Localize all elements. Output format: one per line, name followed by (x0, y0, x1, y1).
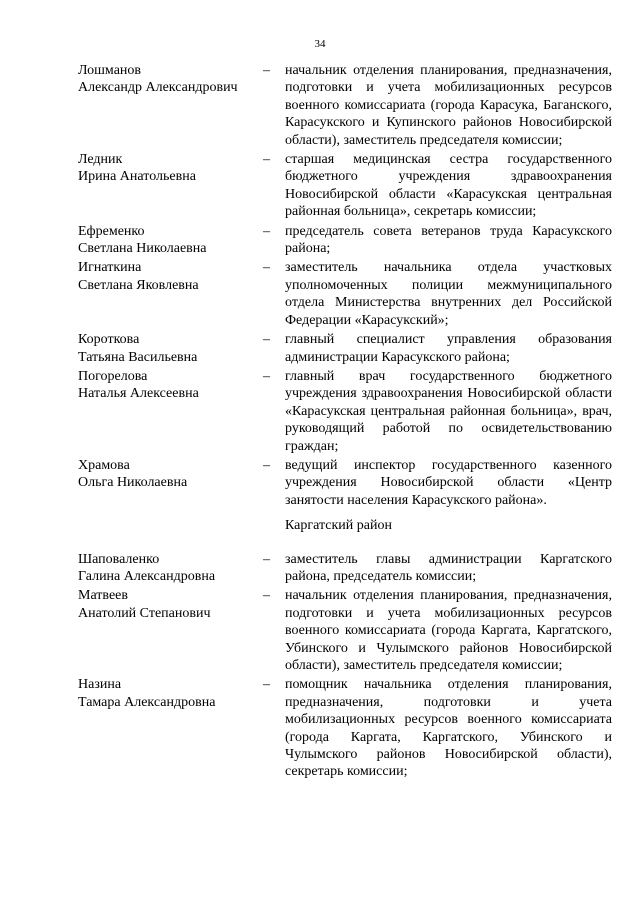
member-surname: Ефременко (78, 223, 145, 239)
member-name (78, 259, 263, 294)
dash-separator: – (263, 368, 270, 384)
member-name (78, 223, 263, 258)
section-heading: Каргатский район (285, 518, 392, 534)
dash-separator: – (263, 551, 270, 567)
dash-separator: – (263, 260, 270, 276)
member-name (78, 331, 263, 366)
member-surname: Храмова (78, 457, 130, 473)
member-entry (78, 368, 612, 455)
member-role: заместитель начальника отдела участковых уполномоченных полиции межмуниципального отдела Министерства внутренних дел Российской Федерации «Карасукский»; (285, 260, 612, 328)
member-surname: Матвеев (78, 588, 128, 604)
member-entry (78, 457, 612, 509)
member-surname: Короткова (78, 332, 140, 348)
member-given-names: Галина Александровна (78, 568, 216, 584)
member-given-names: Светлана Николаевна (78, 241, 207, 257)
dash-separator: – (263, 588, 270, 604)
member-name (78, 151, 263, 186)
member-role: заместитель главы администрации Каргатского района, председатель комиссии; (285, 551, 612, 584)
commission-members-list (78, 62, 612, 783)
member-name (78, 587, 263, 622)
member-entry (78, 551, 612, 586)
member-role: помощник начальника отделения планирования, предназначения, подготовки и учета мобилизационных ресурсов военного комиссариата (города Каргата, Каргатского, Убинского и Чулымского районов Новосибирской области), секретарь комиссии; (285, 677, 612, 780)
member-name (78, 368, 263, 403)
member-surname: Назина (78, 677, 122, 693)
member-surname: Игнаткина (78, 260, 142, 276)
member-name (78, 457, 263, 492)
member-role: главный врач государственного бюджетного учреждения здравоохранения Новосибирской области «Карасукская центральная районная больница», врач, руководящий работой по освидетельствованию граждан; (285, 368, 612, 454)
member-surname: Шаповаленко (78, 551, 160, 567)
member-entry (78, 62, 612, 149)
member-role: начальник отделения планирования, предназначения, подготовки и учета мобилизационных ресурсов военного комиссариата (города Каргата, Каргатского, Убинского и Чулымского районов Новосибирской области), заместитель председателя комиссии; (285, 588, 612, 673)
member-entry (78, 587, 612, 674)
member-role: ведущий инспектор государственного казенного учреждения Новосибирской области «Центр занятости населения Карасукского района». (285, 457, 612, 508)
page-number: 34 (314, 38, 326, 50)
dash-separator: – (263, 63, 270, 78)
member-entry (78, 223, 612, 258)
member-given-names: Тамара Александровна (78, 694, 216, 710)
dash-separator: – (263, 223, 270, 239)
member-given-names: Анатолий Степанович (78, 605, 211, 621)
dash-separator: – (263, 152, 270, 168)
member-given-names: Татьяна Васильевна (78, 349, 198, 365)
member-surname: Погорелова (78, 368, 148, 384)
member-role: начальник отделения планирования, предназначения, подготовки и учета мобилизационных ресурсов военного комиссариата (города Карасука, Баганского, Карасукского и Купинского районов Новосибирской области), заместитель председателя комиссии; (285, 63, 612, 148)
member-surname: Лошманов (78, 63, 142, 78)
member-role: председатель совета ветеранов труда Карасукского района; (285, 223, 612, 257)
dash-separator: – (263, 457, 270, 473)
member-entry (78, 151, 612, 221)
member-entry (78, 259, 612, 329)
member-given-names: Светлана Яковлевна (78, 277, 199, 293)
member-surname: Ледник (78, 152, 123, 168)
member-name (78, 551, 263, 586)
dash-separator: – (263, 677, 270, 693)
member-given-names: Наталья Алексеевна (78, 386, 199, 402)
member-given-names: Александр Александрович (78, 80, 238, 96)
member-given-names: Ольга Николаевна (78, 475, 188, 491)
dash-separator: – (263, 332, 270, 348)
member-role: старшая медицинская сестра государственного бюджетного учреждения здравоохранения Новосибирской области «Карасукская центральная районная больница», секретарь комиссии; (285, 152, 612, 220)
member-given-names: Ирина Анатольевна (78, 169, 196, 185)
member-name (78, 676, 263, 711)
member-entry (78, 331, 612, 366)
member-name (78, 62, 263, 97)
member-role: главный специалист управления образования администрации Карасукского района; (285, 332, 612, 365)
member-entry (78, 676, 612, 780)
